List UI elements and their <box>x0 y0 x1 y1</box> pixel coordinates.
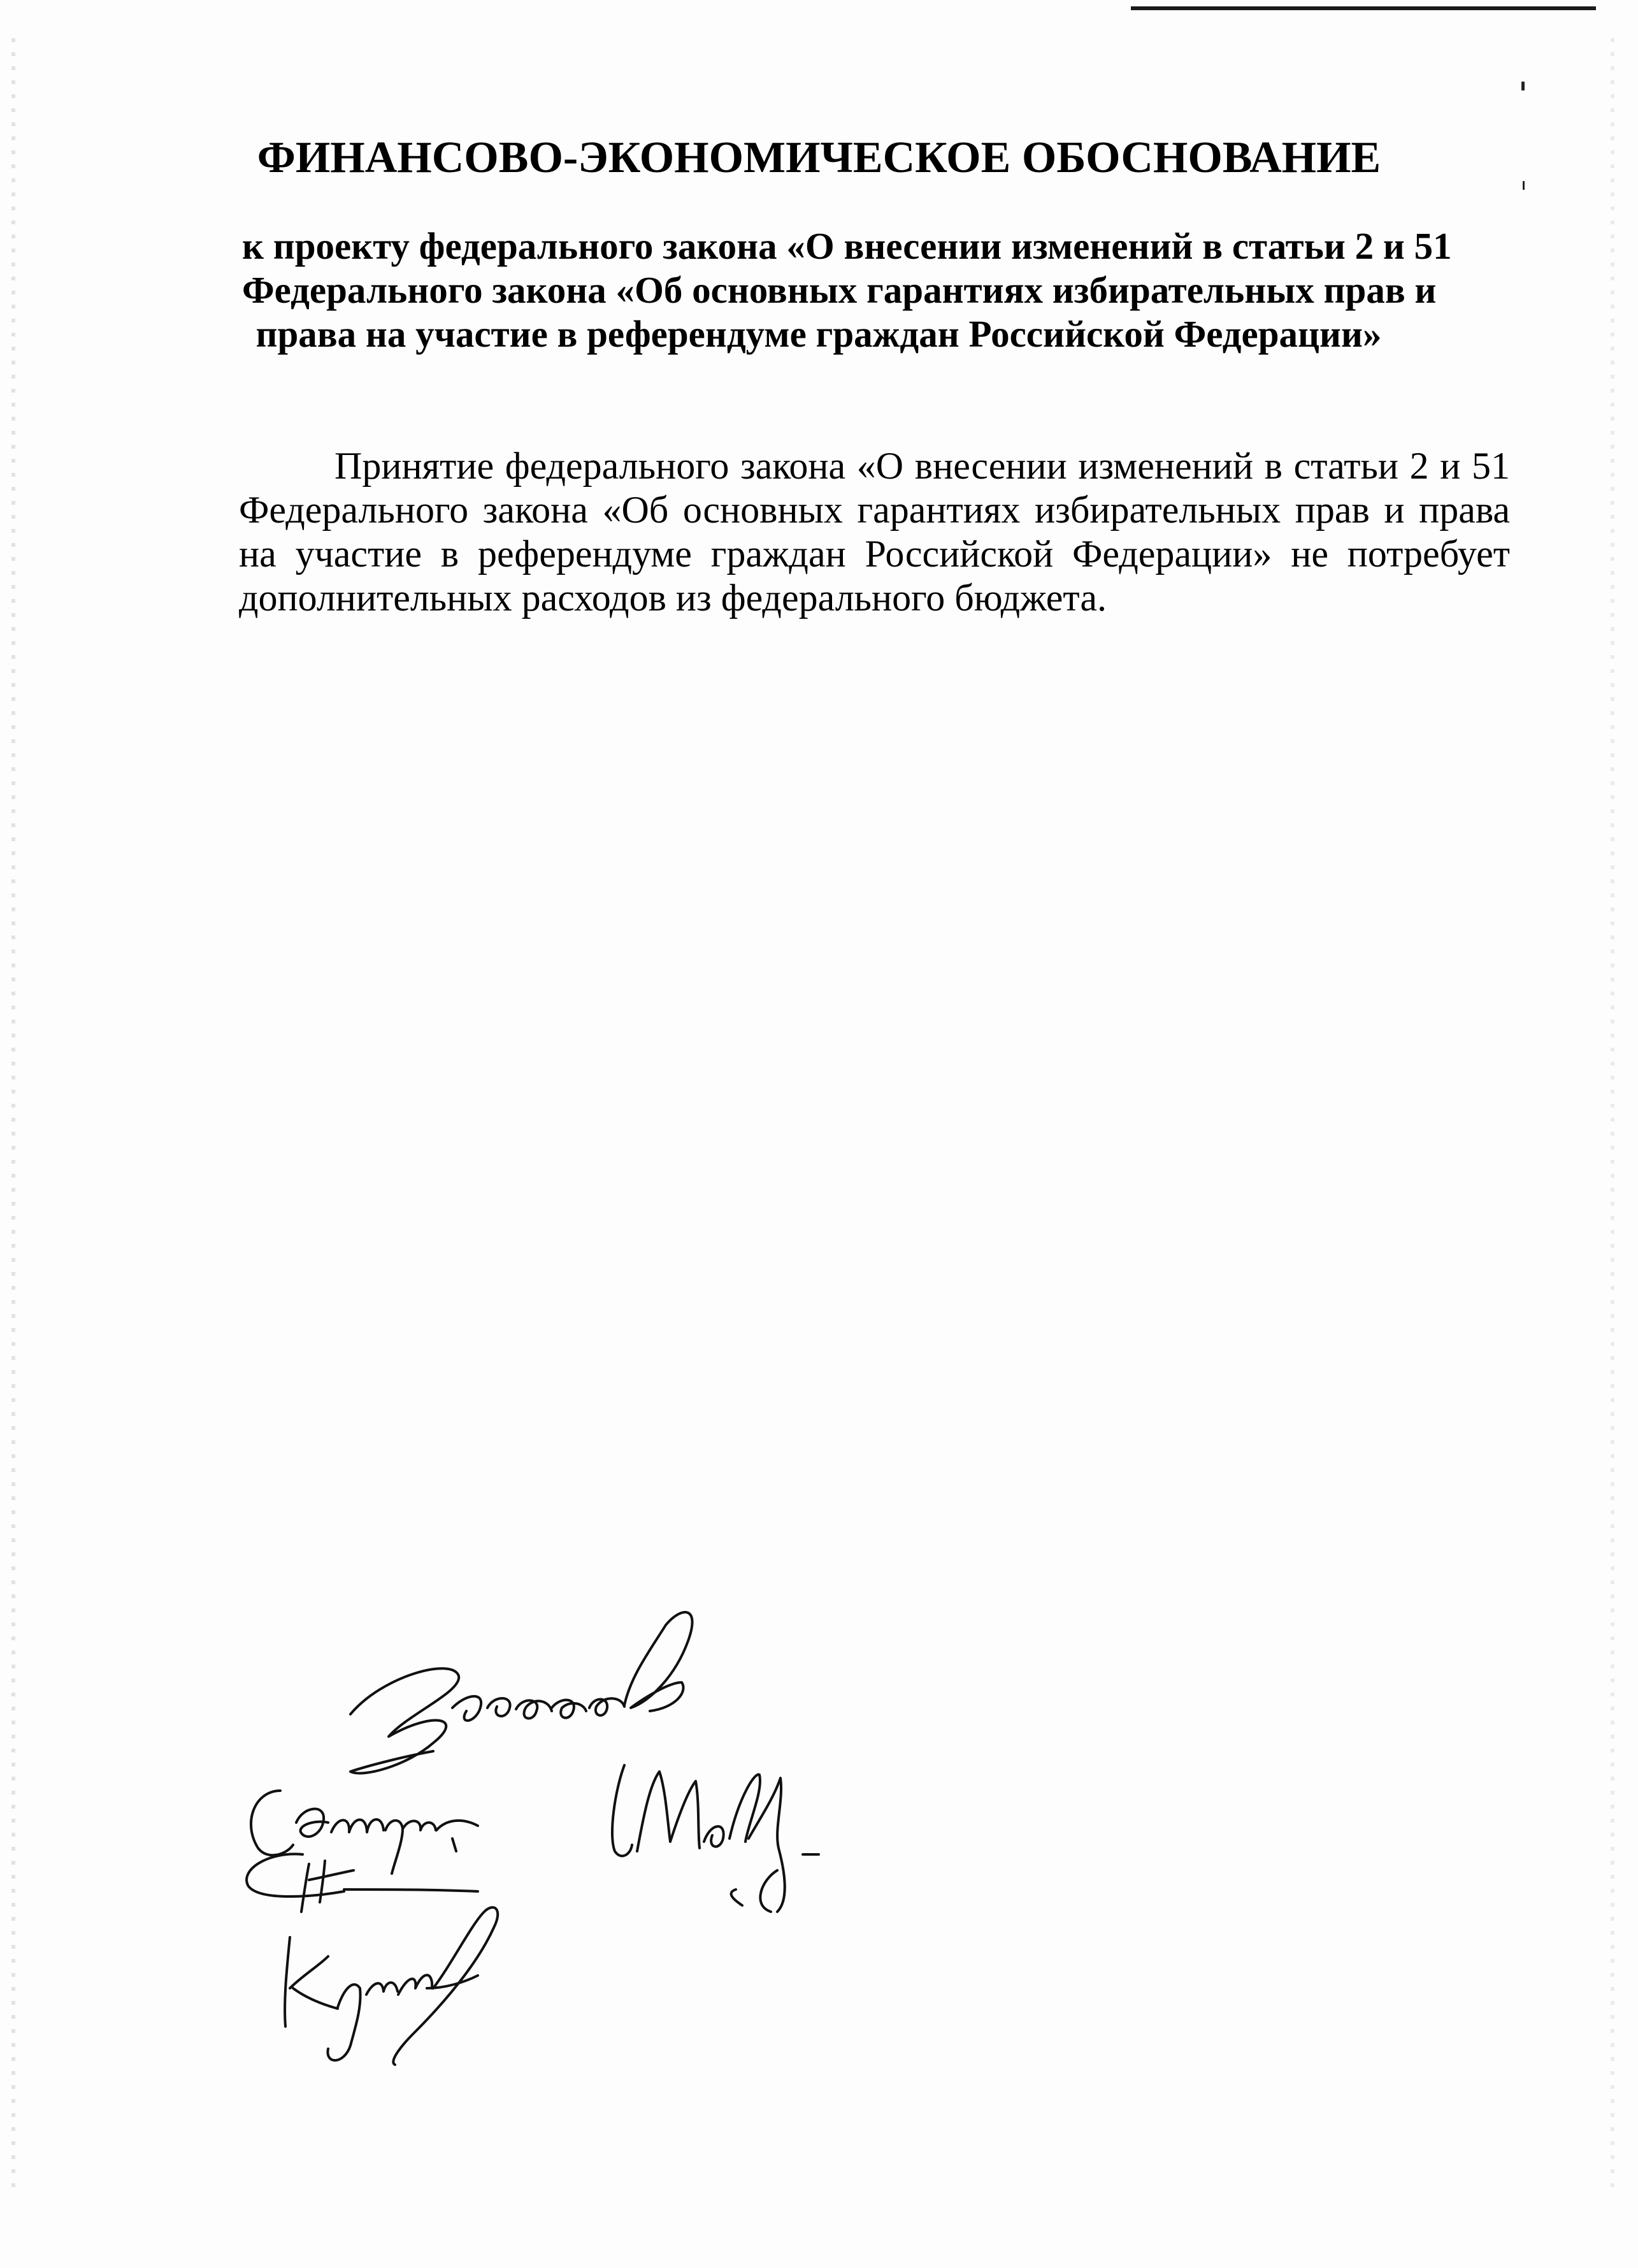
subtitle-line: к проекту федерального закона «О внесении изменений в статьи 2 и 51 <box>242 225 1452 267</box>
signature-semenov <box>251 1791 478 1874</box>
scan-speck <box>1521 82 1525 90</box>
scan-edge-left <box>11 38 15 2192</box>
subtitle-line: права на участие в референдуме граждан Российской Федерации» <box>255 313 1382 355</box>
body-paragraph: Принятие федерального закона «О внесении изменений в статьи 2 и 51 Федерального закона «Об основных гарантиях избирательных прав и права на участие в референдуме граждан Российской Федерации» не потребует дополнительных расходов из федерального бюджета. <box>239 445 1510 619</box>
signature-kuptsov <box>285 1907 498 2065</box>
signatures-block <box>242 1580 911 2090</box>
document-title: ФИНАНСОВО-ЭКОНОМИЧЕСКОЕ ОБОСНОВАНИЕ <box>257 133 1381 182</box>
top-rule <box>1131 6 1596 10</box>
subtitle-line: Федерального закона «Об основных гарантиях избирательных прав и <box>242 269 1437 311</box>
signature-zyuganov <box>350 1612 693 1773</box>
signature-melnikov <box>612 1765 819 1912</box>
signature-flourish <box>247 1854 478 1912</box>
scan-edge-right <box>1611 38 1614 2192</box>
document-subtitle <box>242 224 1452 356</box>
